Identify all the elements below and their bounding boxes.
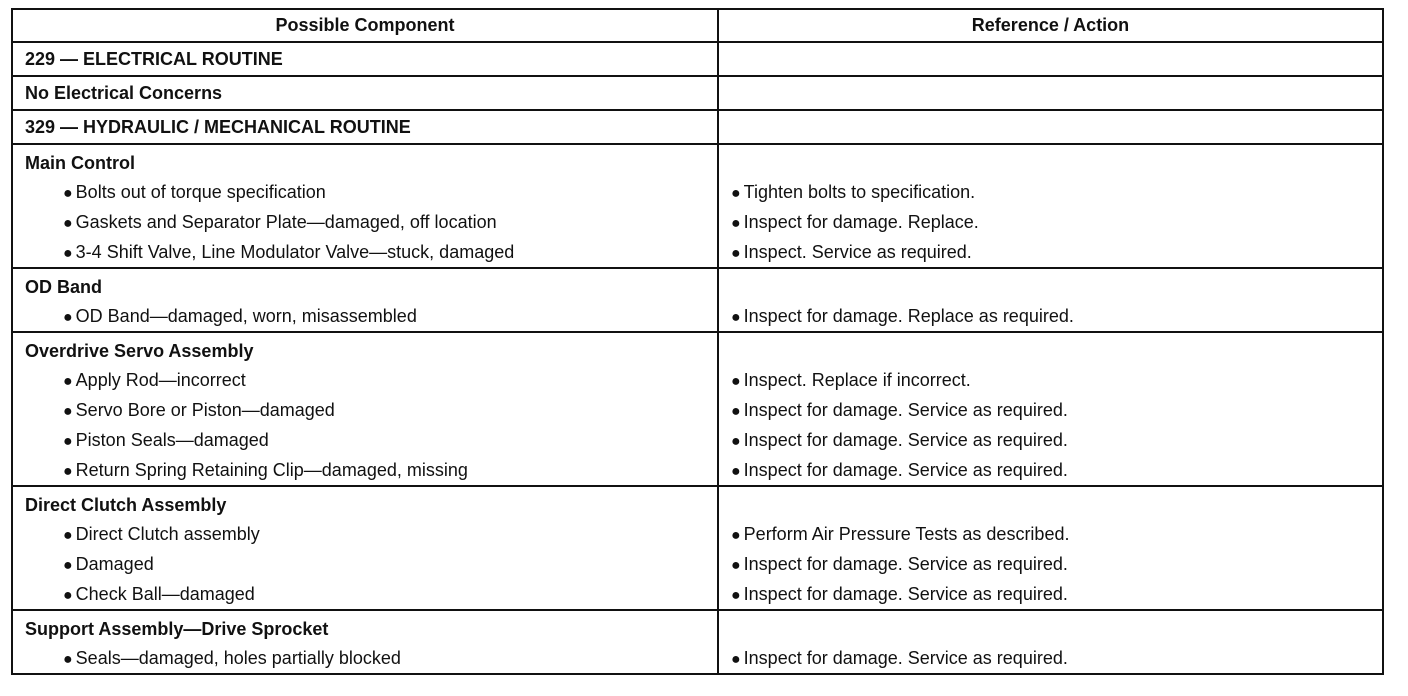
action-item-text: Inspect for damage. Service as required. [743,554,1068,574]
action-spacer [719,269,1382,301]
component-group-title: Main Control [25,153,135,173]
component-item-text: OD Band—damaged, worn, misassembled [75,306,417,326]
bullet-icon: ● [731,245,741,262]
bullet-icon: ● [63,215,73,232]
component-item [13,425,717,455]
component-item [13,237,717,267]
action-spacer [719,611,1382,643]
routine-row [12,42,1383,76]
routine-row [12,110,1383,144]
component-item [13,519,717,549]
action-item-text: Perform Air Pressure Tests as described. [743,524,1070,544]
action-item-text: Inspect for damage. Service as required. [743,460,1068,480]
column-header-action: Reference / Action [718,9,1383,42]
component-item-text: Return Spring Retaining Clip—damaged, missing [75,460,468,480]
bullet-icon: ● [731,651,741,668]
component-item [13,395,717,425]
component-cell [12,144,718,268]
component-item-text: Bolts out of torque specification [75,182,326,202]
action-item [719,643,1382,673]
component-group-row [12,610,1383,674]
bullet-icon: ● [63,373,73,390]
bullet-icon: ● [63,527,73,544]
action-item [719,177,1382,207]
bullet-icon: ● [63,463,73,480]
component-group-title: Direct Clutch Assembly [25,495,227,515]
action-item [719,207,1382,237]
action-cell [718,268,1383,332]
diagnostic-table [11,8,1384,675]
bullet-icon: ● [63,403,73,420]
action-item-text: Inspect for damage. Replace. [743,212,979,232]
action-cell [718,332,1383,486]
component-group-title: OD Band [25,277,103,297]
empty-action-cell [718,42,1383,76]
component-item-text: Gaskets and Separator Plate—damaged, off location [75,212,497,232]
action-item-text: Inspect for damage. Service as required. [743,584,1068,604]
action-item [719,237,1382,267]
component-group-row [12,144,1383,268]
bullet-icon: ● [731,433,741,450]
bullet-icon: ● [63,245,73,262]
bullet-icon: ● [63,433,73,450]
component-group-row [12,486,1383,610]
header-row [12,9,1383,42]
action-item-text: Inspect for damage. Replace as required. [743,306,1074,326]
bullet-icon: ● [731,309,741,326]
bullet-icon: ● [731,527,741,544]
component-item [13,365,717,395]
component-item-text: Servo Bore or Piston—damaged [75,400,335,420]
action-item [719,549,1382,579]
bullet-icon: ● [63,557,73,574]
routine-heading-no-electrical: No Electrical Concerns [25,83,223,103]
action-item-text: Inspect for damage. Service as required. [743,400,1068,420]
action-item [719,301,1382,331]
bullet-icon: ● [63,587,73,604]
bullet-icon: ● [731,373,741,390]
action-item-text: Inspect for damage. Service as required. [743,648,1068,668]
bullet-icon: ● [731,463,741,480]
empty-action-cell [718,110,1383,144]
action-item-text: Tighten bolts to specification. [743,182,976,202]
component-group-title: Support Assembly—Drive Sprocket [25,619,329,639]
action-spacer [719,333,1382,365]
routine-heading-electrical: 229 — ELECTRICAL ROUTINE [25,49,283,69]
bullet-icon: ● [63,651,73,668]
component-item-text: Piston Seals—damaged [75,430,269,450]
component-cell [12,332,718,486]
action-cell [718,610,1383,674]
action-item-text: Inspect. Service as required. [743,242,972,262]
component-item-text: 3-4 Shift Valve, Line Modulator Valve—stuck, damaged [75,242,515,262]
action-spacer [719,487,1382,519]
action-item [719,395,1382,425]
component-item-text: Damaged [75,554,154,574]
bullet-icon: ● [63,309,73,326]
empty-action-cell [718,76,1383,110]
component-cell [12,610,718,674]
component-item [13,643,717,673]
bullet-icon: ● [731,185,741,202]
bullet-icon: ● [731,557,741,574]
component-cell [12,486,718,610]
bullet-icon: ● [63,185,73,202]
component-item-text: Direct Clutch assembly [75,524,260,544]
component-item [13,301,717,331]
action-cell [718,486,1383,610]
component-cell [12,268,718,332]
action-item [719,365,1382,395]
action-cell [718,144,1383,268]
component-item-text: Apply Rod—incorrect [75,370,246,390]
action-item-text: Inspect for damage. Service as required. [743,430,1068,450]
component-item [13,579,717,609]
component-group-row [12,268,1383,332]
column-header-component: Possible Component [12,9,718,42]
component-item [13,177,717,207]
bullet-icon: ● [731,215,741,232]
action-item [719,455,1382,485]
component-item-text: Seals—damaged, holes partially blocked [75,648,401,668]
component-item [13,455,717,485]
action-item [719,579,1382,609]
action-item [719,519,1382,549]
bullet-icon: ● [731,403,741,420]
component-item [13,549,717,579]
action-item [719,425,1382,455]
action-spacer [719,145,1382,177]
action-item-text: Inspect. Replace if incorrect. [743,370,971,390]
component-group-title: Overdrive Servo Assembly [25,341,254,361]
component-item-text: Check Ball—damaged [75,584,255,604]
component-group-row [12,332,1383,486]
routine-heading-hydraulic: 329 — HYDRAULIC / MECHANICAL ROUTINE [25,117,411,137]
component-item [13,207,717,237]
bullet-icon: ● [731,587,741,604]
routine-row [12,76,1383,110]
